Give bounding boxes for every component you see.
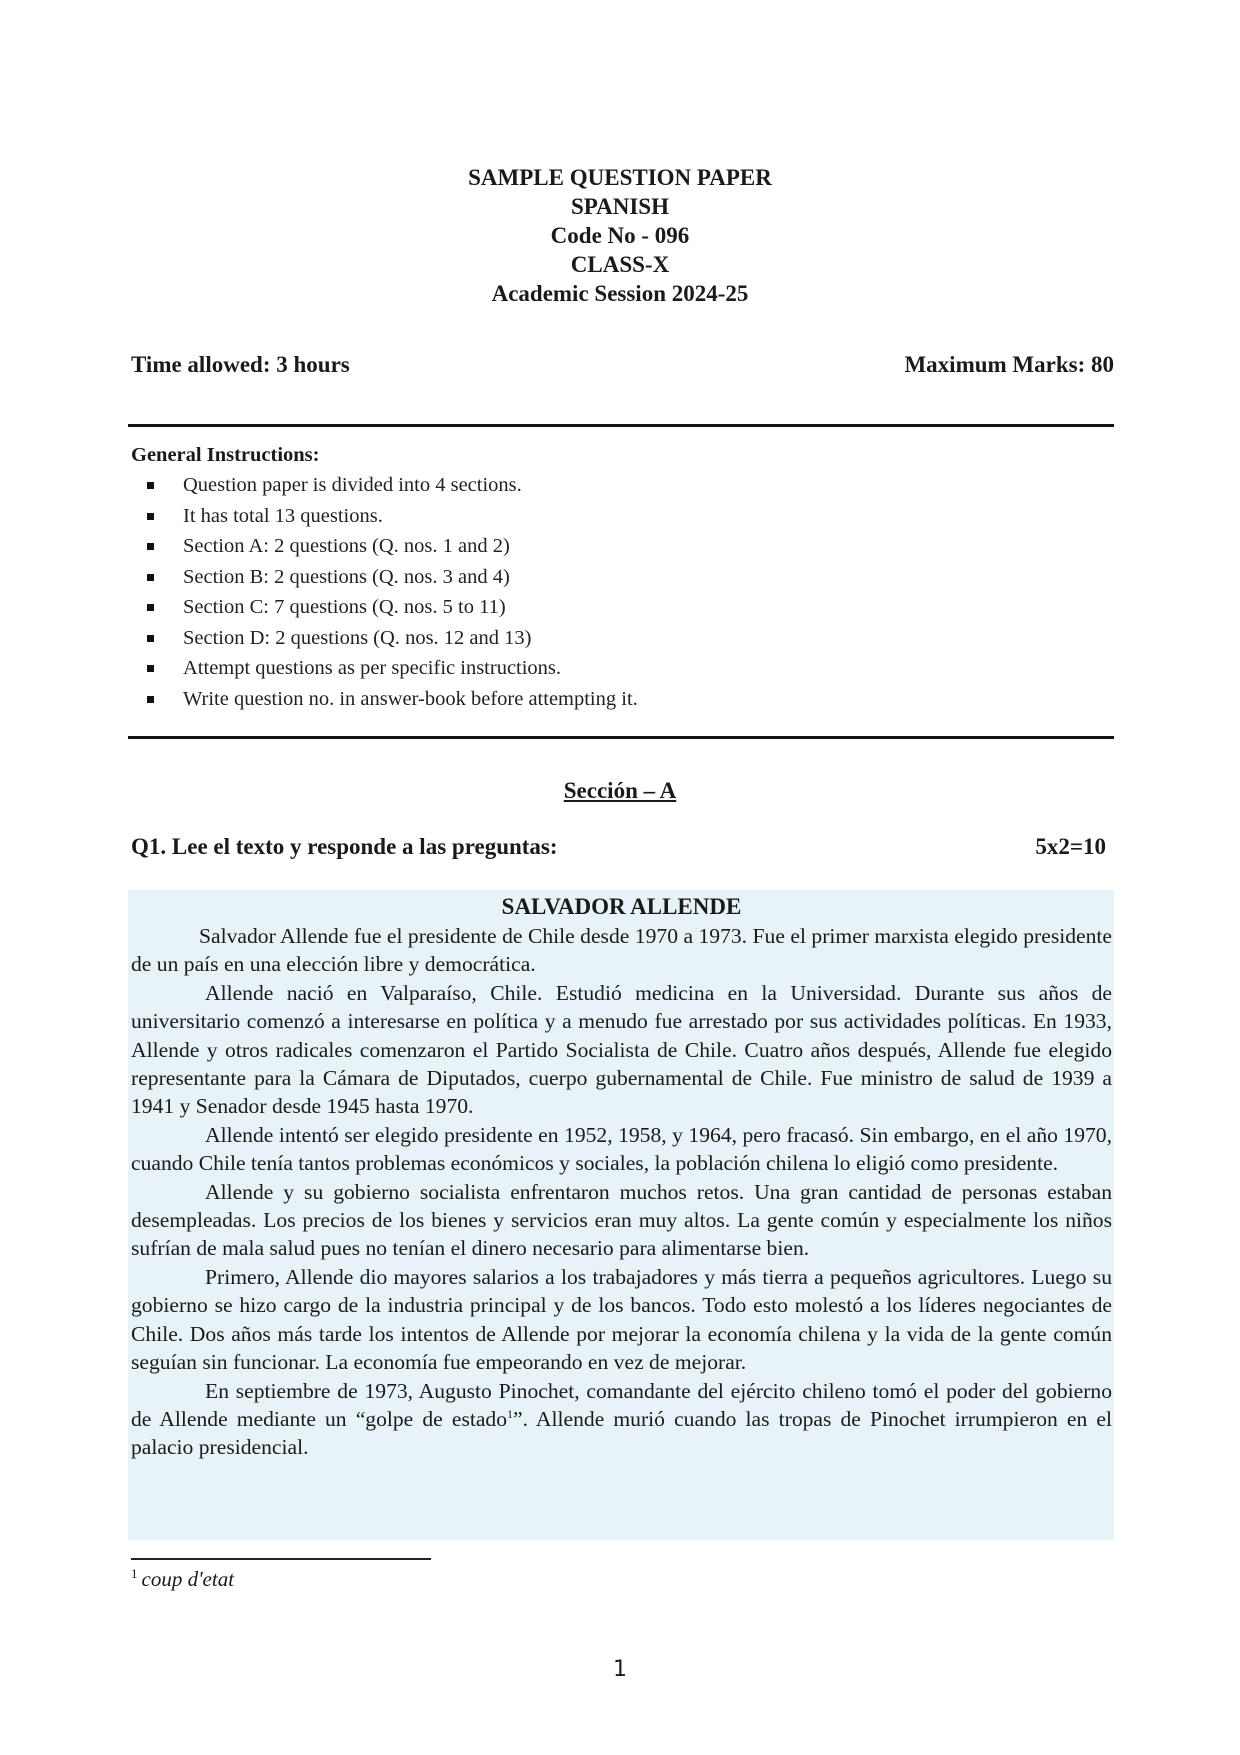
- general-instructions: [131, 440, 1111, 714]
- question-marks: 5x2=10: [1035, 834, 1106, 859]
- header-session: Academic Session 2024-25: [491, 281, 749, 306]
- footnote-number: 1: [131, 1566, 138, 1581]
- instruction-item: Section B: 2 questions (Q. nos. 3 and 4): [131, 562, 1111, 593]
- question-row: [131, 834, 1106, 860]
- header-class: CLASS-X: [570, 252, 670, 277]
- divider-top: [128, 424, 1114, 427]
- instruction-item: Write question no. in answer-book before attempting it.: [131, 684, 1111, 715]
- passage-title: SALVADOR ALLENDE: [501, 894, 742, 919]
- maximum-marks: Maximum Marks: 80: [904, 352, 1114, 377]
- instruction-item: Question paper is divided into 4 sections.: [131, 470, 1111, 501]
- divider-bottom: [128, 736, 1114, 739]
- passage-paragraph-last: [131, 1377, 1112, 1462]
- passage-paragraph: Allende nació en Valparaíso, Chile. Estudió medicina en la Universidad. Durante sus años de universitario comenzó a interesarse en política y a menudo fue arrestado por sus actividades políticas. En 1933, Allende y otros radicales comenzaron el Partido Socialista de Chile. Cuatro años después, Allende fue elegido representante para la Cámara de Diputados, cuerpo gubernamental de Chile. Fue ministro de salud de 1939 a 1941 y Senador desde 1945 hasta 1970.: [131, 980, 1112, 1119]
- instruction-item: Section A: 2 questions (Q. nos. 1 and 2): [131, 531, 1111, 562]
- passage-paragraph: Allende y su gobierno socialista enfrentaron muchos retos. Una gran cantidad de personas estaban desempleadas. Los precios de los bienes y servicios eran muy altos. La gente común y especialmente los niños sufrían de mala salud pues no tenían el dinero necesario para alimentarse bien.: [131, 1179, 1112, 1261]
- passage-last-text-after: ”. Allende murió cuando las tropas de Pinochet irrumpieron en el palacio presidencial.: [131, 1406, 1112, 1460]
- passage-paragraph: Salvador Allende fue el presidente de Chile desde 1970 a 1973. Fue el primer marxista elegido presidente de un país en una elección libre y democrática.: [131, 924, 1112, 977]
- footnote-marker: 1: [507, 1406, 514, 1421]
- footnote-text: coup d'etat: [141, 1567, 235, 1591]
- instruction-item: It has total 13 questions.: [131, 501, 1111, 532]
- section-title: Sección – A: [563, 778, 677, 803]
- header-code: Code No - 096: [550, 223, 690, 248]
- question-label: Q1. Lee el texto y responde a las preguntas:: [131, 834, 558, 859]
- instruction-item: Section D: 2 questions (Q. nos. 12 and 13): [131, 623, 1111, 654]
- passage-last-text-before: En septiembre de 1973, Augusto Pinochet, comandante del ejército chileno tomó el poder del gobierno de Allende mediante un “golpe de estado: [131, 1378, 1112, 1431]
- header-subject: SPANISH: [571, 194, 669, 219]
- instructions-list: [131, 470, 1111, 714]
- instruction-item: Attempt questions as per specific instructions.: [131, 653, 1111, 684]
- passage-paragraph: Primero, Allende dio mayores salarios a los trabajadores y más tierra a pequeños agricultores. Luego su gobierno se hizo cargo de la industria principal y de los bancos. Todo esto molestó a los líderes negociantes de Chile. Dos años más tarde los intentos de Allende por mejorar la economía chilena y la vida de la gente común seguían sin funcionar. La economía fue empeorando en vez de mejorar.: [131, 1264, 1112, 1375]
- paper-header: [0, 163, 1240, 308]
- passage-paragraph: Allende intentó ser elegido presidente en 1952, 1958, y 1964, pero fracasó. Sin embargo, en el año 1970, cuando Chile tenía tantos problemas económicos y sociales, la población chilena lo eligió como presidente.: [131, 1122, 1112, 1176]
- time-allowed: Time allowed: 3 hours: [131, 352, 350, 377]
- footnote: [131, 1566, 234, 1592]
- instruction-item: Section C: 7 questions (Q. nos. 5 to 11): [131, 592, 1111, 623]
- instructions-title: General Instructions:: [131, 444, 320, 466]
- header-title: SAMPLE QUESTION PAPER: [468, 165, 772, 190]
- reading-passage: [128, 890, 1114, 1540]
- footnote-divider: [131, 1558, 431, 1560]
- page-number: 1: [613, 1657, 627, 1682]
- exam-meta-row: [131, 352, 1114, 378]
